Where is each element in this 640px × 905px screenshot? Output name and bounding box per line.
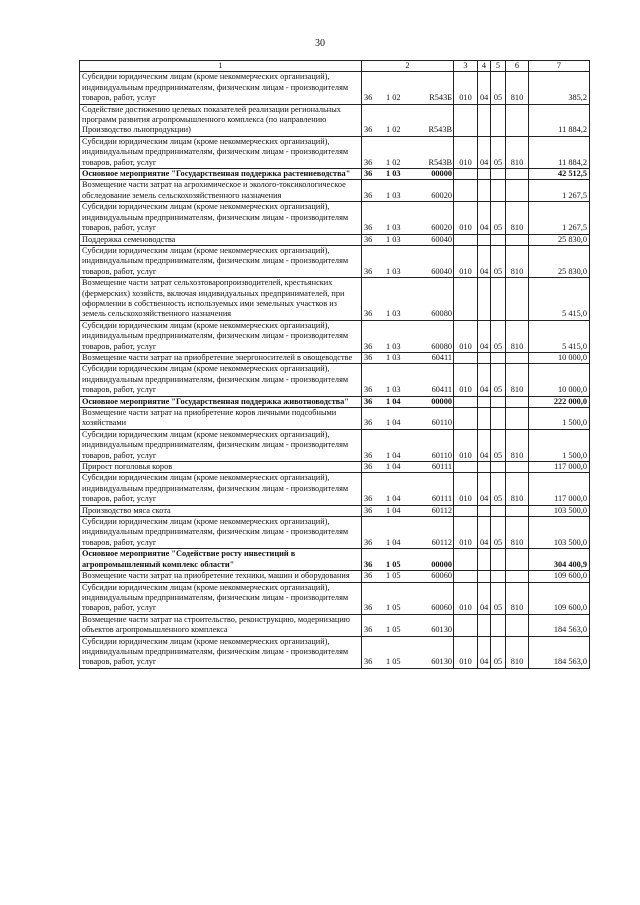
row-amount: 11 884,2 — [529, 104, 590, 136]
row-code-part: 60112 — [431, 505, 452, 515]
row-col-3: 010 — [454, 72, 478, 104]
row-col-3 — [454, 180, 478, 202]
row-col-5: 05 — [491, 636, 506, 668]
row-col-6 — [506, 278, 529, 321]
row-code-part: 60411 — [431, 352, 452, 362]
row-code-part: 1 05 — [386, 657, 401, 667]
row-name: Субсидии юридическим лицам (кроме некоммерческих организаций), индивидуальным предпринимателям, физическим лицам - производителям товаров, работ, услуг — [80, 517, 362, 549]
row-name: Возмещение части затрат на приобретение коров личными подсобными хозяйствами — [80, 408, 362, 430]
row-code — [362, 72, 454, 104]
row-amount: 1 267,5 — [529, 202, 590, 234]
table-row — [80, 396, 590, 407]
row-code-part: 36 — [364, 341, 373, 351]
row-amount: 10 000,0 — [529, 352, 590, 363]
row-code-part: R543B — [428, 157, 452, 167]
row-code-part: 1 03 — [386, 223, 401, 233]
row-col-6: 810 — [506, 582, 529, 614]
row-code — [362, 234, 454, 245]
row-code-part: 1 03 — [386, 352, 401, 362]
row-col-6: 810 — [506, 136, 529, 168]
row-col-4 — [478, 571, 491, 582]
row-code-part: 36 — [364, 462, 373, 472]
row-name: Возмещение части затрат сельхозтоваропроизводителей, крестьянских (фермерских) хозяйств, включая индивидуальных предпринимателей, при оформлении в собственность используемых ими земельных участков из земель сельскохозяйственного назначения — [80, 278, 362, 321]
row-name: Возмещение части затрат на приобретение энергоносителей в овощеводстве — [80, 352, 362, 363]
row-amount: 184 563,0 — [529, 636, 590, 668]
table-row — [80, 549, 590, 571]
row-code-part: 1 04 — [386, 450, 401, 460]
table-row — [80, 104, 590, 136]
row-code-part: 36 — [364, 537, 373, 547]
row-code — [362, 473, 454, 505]
row-code — [362, 320, 454, 352]
row-code-part: R543Б — [429, 93, 452, 103]
table-row — [80, 408, 590, 430]
row-name: Субсидии юридическим лицам (кроме некоммерческих организаций), индивидуальным предпринимателям, физическим лицам - производителям товаров, работ, услуг — [80, 202, 362, 234]
row-code-part: 1 04 — [386, 396, 401, 406]
row-code-part: 36 — [364, 157, 373, 167]
table-row — [80, 180, 590, 202]
row-col-5: 05 — [491, 582, 506, 614]
row-code-part: 1 03 — [386, 309, 401, 319]
row-code-part: R543B — [428, 125, 452, 135]
row-col-5 — [491, 169, 506, 180]
row-code-part: 1 02 — [386, 125, 401, 135]
row-col-5 — [491, 104, 506, 136]
row-col-4 — [478, 408, 491, 430]
row-col-4: 04 — [478, 245, 491, 277]
table-row — [80, 202, 590, 234]
row-code-part: 1 05 — [386, 625, 401, 635]
row-code-part: 60080 — [431, 309, 452, 319]
row-col-6 — [506, 104, 529, 136]
row-col-3 — [454, 505, 478, 516]
row-code-part: 60112 — [431, 537, 452, 547]
row-code-part: 36 — [364, 571, 373, 581]
row-col-5 — [491, 549, 506, 571]
row-col-4: 04 — [478, 582, 491, 614]
row-col-4 — [478, 352, 491, 363]
row-code-part: 36 — [364, 396, 373, 406]
row-code-part: 36 — [364, 494, 373, 504]
row-code-part: 60060 — [431, 571, 452, 581]
row-col-5: 05 — [491, 517, 506, 549]
row-amount: 25 830,0 — [529, 234, 590, 245]
row-code — [362, 582, 454, 614]
row-col-3: 010 — [454, 364, 478, 396]
row-col-3: 010 — [454, 202, 478, 234]
row-col-6 — [506, 169, 529, 180]
row-code-part: 36 — [364, 125, 373, 135]
row-amount: 184 563,0 — [529, 614, 590, 636]
row-code-part: 00000 — [431, 396, 452, 406]
row-col-6: 810 — [506, 364, 529, 396]
row-col-3: 010 — [454, 582, 478, 614]
row-col-4: 04 — [478, 202, 491, 234]
table-row — [80, 517, 590, 549]
row-amount: 103 500,0 — [529, 505, 590, 516]
row-code — [362, 352, 454, 363]
row-col-3: 010 — [454, 245, 478, 277]
row-code-part: 36 — [364, 234, 373, 244]
row-col-5 — [491, 352, 506, 363]
row-name: Основное мероприятие "Содействие росту инвестиций в агропромышленный комплекс области" — [80, 549, 362, 571]
row-code-part: 60111 — [431, 494, 452, 504]
table-row — [80, 582, 590, 614]
row-col-5 — [491, 462, 506, 473]
row-amount: 5 415,0 — [529, 320, 590, 352]
row-name: Производство мяса скота — [80, 505, 362, 516]
row-name: Содействие достижению целевых показателей реализации региональных программ развития агропромышленного комплекса (по направлению Производство льнопродукции) — [80, 104, 362, 136]
row-code-part: 1 04 — [386, 505, 401, 515]
table-row — [80, 234, 590, 245]
table-row — [80, 473, 590, 505]
row-code-part: 1 03 — [386, 385, 401, 395]
row-amount: 103 500,0 — [529, 517, 590, 549]
table-row — [80, 352, 590, 363]
row-amount: 1 267,5 — [529, 180, 590, 202]
row-code-part: 36 — [364, 266, 373, 276]
row-col-3 — [454, 614, 478, 636]
row-col-4 — [478, 234, 491, 245]
row-code — [362, 245, 454, 277]
page-number: 30 — [315, 38, 325, 49]
row-code-part: 60411 — [431, 385, 452, 395]
row-amount: 10 000,0 — [529, 364, 590, 396]
table-row — [80, 136, 590, 168]
table-row — [80, 364, 590, 396]
row-code — [362, 278, 454, 321]
row-code-part: 36 — [364, 93, 373, 103]
row-name: Субсидии юридическим лицам (кроме некоммерческих организаций), индивидуальным предпринимателям, физическим лицам - производителям товаров, работ, услуг — [80, 582, 362, 614]
table-row — [80, 320, 590, 352]
row-col-3: 010 — [454, 136, 478, 168]
row-name: Субсидии юридическим лицам (кроме некоммерческих организаций), индивидуальным предпринимателям, физическим лицам - производителям товаров, работ, услуг — [80, 364, 362, 396]
row-name: Субсидии юридическим лицам (кроме некоммерческих организаций), индивидуальным предпринимателям, физическим лицам - производителям товаров, работ, услуг — [80, 429, 362, 461]
row-code — [362, 364, 454, 396]
row-code-part: 1 04 — [386, 537, 401, 547]
row-col-5: 05 — [491, 136, 506, 168]
row-code-part: 36 — [364, 505, 373, 515]
row-code-part: 60040 — [431, 266, 452, 276]
row-code — [362, 408, 454, 430]
row-col-6 — [506, 614, 529, 636]
row-col-5: 05 — [491, 473, 506, 505]
row-name: Прирост поголовья коров — [80, 462, 362, 473]
row-col-3: 010 — [454, 636, 478, 668]
row-col-5: 05 — [491, 429, 506, 461]
row-amount: 1 500,0 — [529, 429, 590, 461]
column-header: 7 — [529, 61, 590, 72]
row-code — [362, 136, 454, 168]
row-col-6: 810 — [506, 636, 529, 668]
row-code — [362, 505, 454, 516]
row-code — [362, 549, 454, 571]
row-col-4: 04 — [478, 72, 491, 104]
row-col-3: 010 — [454, 429, 478, 461]
row-col-3 — [454, 104, 478, 136]
row-name: Субсидии юридическим лицам (кроме некоммерческих организаций), индивидуальным предпринимателям, физическим лицам - производителям товаров, работ, услуг — [80, 636, 362, 668]
row-code — [362, 396, 454, 407]
row-code-part: 36 — [364, 559, 373, 569]
row-code-part: 1 05 — [386, 559, 401, 569]
table-row — [80, 571, 590, 582]
row-amount: 117 000,0 — [529, 462, 590, 473]
row-code-part: 1 03 — [386, 169, 401, 179]
table-row — [80, 278, 590, 321]
table-row — [80, 462, 590, 473]
row-col-6: 810 — [506, 72, 529, 104]
row-code-part: 1 03 — [386, 266, 401, 276]
row-col-5: 05 — [491, 245, 506, 277]
column-header: 5 — [491, 61, 506, 72]
row-col-6: 810 — [506, 245, 529, 277]
row-col-5: 05 — [491, 320, 506, 352]
row-col-4 — [478, 505, 491, 516]
row-name: Основное мероприятие "Государственная поддержка животноводства" — [80, 396, 362, 407]
row-code-part: 1 05 — [386, 571, 401, 581]
row-col-3: 010 — [454, 473, 478, 505]
row-col-3 — [454, 462, 478, 473]
row-code-part: 36 — [364, 352, 373, 362]
row-col-5 — [491, 396, 506, 407]
row-col-5 — [491, 278, 506, 321]
row-col-5 — [491, 571, 506, 582]
row-col-6 — [506, 505, 529, 516]
row-col-5: 05 — [491, 364, 506, 396]
table-row — [80, 169, 590, 180]
row-amount: 109 600,0 — [529, 582, 590, 614]
row-col-3 — [454, 396, 478, 407]
column-header: 2 — [362, 61, 454, 72]
row-col-4: 04 — [478, 364, 491, 396]
row-code — [362, 169, 454, 180]
row-code-part: 60110 — [431, 450, 452, 460]
column-header: 4 — [478, 61, 491, 72]
row-col-4: 04 — [478, 473, 491, 505]
row-code — [362, 517, 454, 549]
row-col-6: 810 — [506, 429, 529, 461]
row-col-5 — [491, 234, 506, 245]
row-col-4: 04 — [478, 136, 491, 168]
row-amount: 42 512,5 — [529, 169, 590, 180]
row-name: Поддержка семеноводства — [80, 234, 362, 245]
row-col-4: 04 — [478, 636, 491, 668]
row-code — [362, 462, 454, 473]
row-name: Субсидии юридическим лицам (кроме некоммерческих организаций), индивидуальным предпринимателям, физическим лицам - производителям товаров, работ, услуг — [80, 245, 362, 277]
row-name: Основное мероприятие "Государственная поддержка растениеводства" — [80, 169, 362, 180]
row-code-part: 36 — [364, 223, 373, 233]
row-name: Субсидии юридическим лицам (кроме некоммерческих организаций), индивидуальным предпринимателям, физическим лицам - производителям товаров, работ, услуг — [80, 72, 362, 104]
row-name: Возмещение части затрат на строительство, реконструкцию, модернизацию объектов агропромышленного комплекса — [80, 614, 362, 636]
row-code-part: 60020 — [431, 223, 452, 233]
row-amount: 117 000,0 — [529, 473, 590, 505]
row-code-part: 36 — [364, 169, 373, 179]
row-col-4 — [478, 169, 491, 180]
row-amount: 5 415,0 — [529, 278, 590, 321]
row-name: Возмещение части затрат на агрохимическое и эколого-токсикологическое обследование земель сельскохозяйственного назначения — [80, 180, 362, 202]
row-code-part: 60111 — [431, 462, 452, 472]
row-col-4 — [478, 462, 491, 473]
row-code — [362, 636, 454, 668]
row-col-6 — [506, 180, 529, 202]
row-code-part: 60130 — [431, 625, 452, 635]
row-col-4 — [478, 614, 491, 636]
row-code — [362, 202, 454, 234]
column-number-row — [80, 61, 590, 72]
row-code-part: 1 04 — [386, 418, 401, 428]
row-code-part: 36 — [364, 625, 373, 635]
row-amount: 11 884,2 — [529, 136, 590, 168]
row-col-3 — [454, 234, 478, 245]
row-code-part: 1 04 — [386, 494, 401, 504]
row-col-4 — [478, 549, 491, 571]
row-col-6 — [506, 396, 529, 407]
row-col-4: 04 — [478, 429, 491, 461]
row-amount: 109 600,0 — [529, 571, 590, 582]
row-amount: 1 500,0 — [529, 408, 590, 430]
row-name: Субсидии юридическим лицам (кроме некоммерческих организаций), индивидуальным предпринимателям, физическим лицам - производителям товаров, работ, услуг — [80, 473, 362, 505]
row-code-part: 36 — [364, 190, 373, 200]
row-col-4: 04 — [478, 517, 491, 549]
row-code-part: 00000 — [431, 169, 452, 179]
table-body — [80, 72, 590, 668]
row-col-3 — [454, 408, 478, 430]
table-row — [80, 429, 590, 461]
row-code — [362, 614, 454, 636]
row-amount: 222 000,0 — [529, 396, 590, 407]
budget-table — [79, 60, 590, 669]
table-row — [80, 614, 590, 636]
row-col-6: 810 — [506, 202, 529, 234]
row-col-3 — [454, 571, 478, 582]
row-code-part: 36 — [364, 309, 373, 319]
row-col-6 — [506, 408, 529, 430]
row-code-part: 1 03 — [386, 341, 401, 351]
row-col-4 — [478, 104, 491, 136]
row-code-part: 60020 — [431, 190, 452, 200]
row-col-5 — [491, 505, 506, 516]
row-col-5: 05 — [491, 72, 506, 104]
row-code-part: 60110 — [431, 418, 452, 428]
row-name: Субсидии юридическим лицам (кроме некоммерческих организаций), индивидуальным предпринимателям, физическим лицам - производителям товаров, работ, услуг — [80, 320, 362, 352]
row-amount: 304 400,9 — [529, 549, 590, 571]
row-code — [362, 429, 454, 461]
row-code-part: 36 — [364, 450, 373, 460]
table-row — [80, 636, 590, 668]
row-col-5 — [491, 180, 506, 202]
row-col-3 — [454, 169, 478, 180]
row-col-6 — [506, 352, 529, 363]
row-col-6: 810 — [506, 320, 529, 352]
row-col-5 — [491, 614, 506, 636]
row-code-part: 36 — [364, 603, 373, 613]
row-col-3 — [454, 278, 478, 321]
row-col-3 — [454, 549, 478, 571]
row-code-part: 00000 — [431, 559, 452, 569]
row-col-4 — [478, 180, 491, 202]
row-code-part: 1 02 — [386, 93, 401, 103]
row-code-part: 1 04 — [386, 462, 401, 472]
row-col-3 — [454, 352, 478, 363]
row-col-3: 010 — [454, 517, 478, 549]
column-header: 6 — [506, 61, 529, 72]
row-code-part: 60040 — [431, 234, 452, 244]
table-row — [80, 245, 590, 277]
row-code-part: 36 — [364, 418, 373, 428]
row-code-part: 60080 — [431, 341, 452, 351]
table-row — [80, 72, 590, 104]
row-col-6: 810 — [506, 517, 529, 549]
row-amount: 25 830,0 — [529, 245, 590, 277]
row-col-6 — [506, 234, 529, 245]
row-col-6 — [506, 462, 529, 473]
column-header: 3 — [454, 61, 478, 72]
row-code-part: 1 02 — [386, 157, 401, 167]
row-code-part: 36 — [364, 385, 373, 395]
row-code-part: 60060 — [431, 603, 452, 613]
row-code — [362, 180, 454, 202]
row-col-4 — [478, 396, 491, 407]
row-col-4 — [478, 278, 491, 321]
row-col-6 — [506, 571, 529, 582]
row-col-6 — [506, 549, 529, 571]
row-code-part: 1 05 — [386, 603, 401, 613]
row-col-4: 04 — [478, 320, 491, 352]
row-code-part: 1 03 — [386, 190, 401, 200]
row-name: Субсидии юридическим лицам (кроме некоммерческих организаций), индивидуальным предпринимателям, физическим лицам - производителям товаров, работ, услуг — [80, 136, 362, 168]
row-code-part: 36 — [364, 657, 373, 667]
row-amount: 385,2 — [529, 72, 590, 104]
row-code — [362, 104, 454, 136]
row-name: Возмещение части затрат на приобретение техники, машин и оборудования — [80, 571, 362, 582]
table-row — [80, 505, 590, 516]
row-col-6: 810 — [506, 473, 529, 505]
row-code — [362, 571, 454, 582]
row-col-3: 010 — [454, 320, 478, 352]
row-col-5: 05 — [491, 202, 506, 234]
row-col-5 — [491, 408, 506, 430]
column-header: 1 — [80, 61, 362, 72]
row-code-part: 1 03 — [386, 234, 401, 244]
row-code-part: 60130 — [431, 657, 452, 667]
